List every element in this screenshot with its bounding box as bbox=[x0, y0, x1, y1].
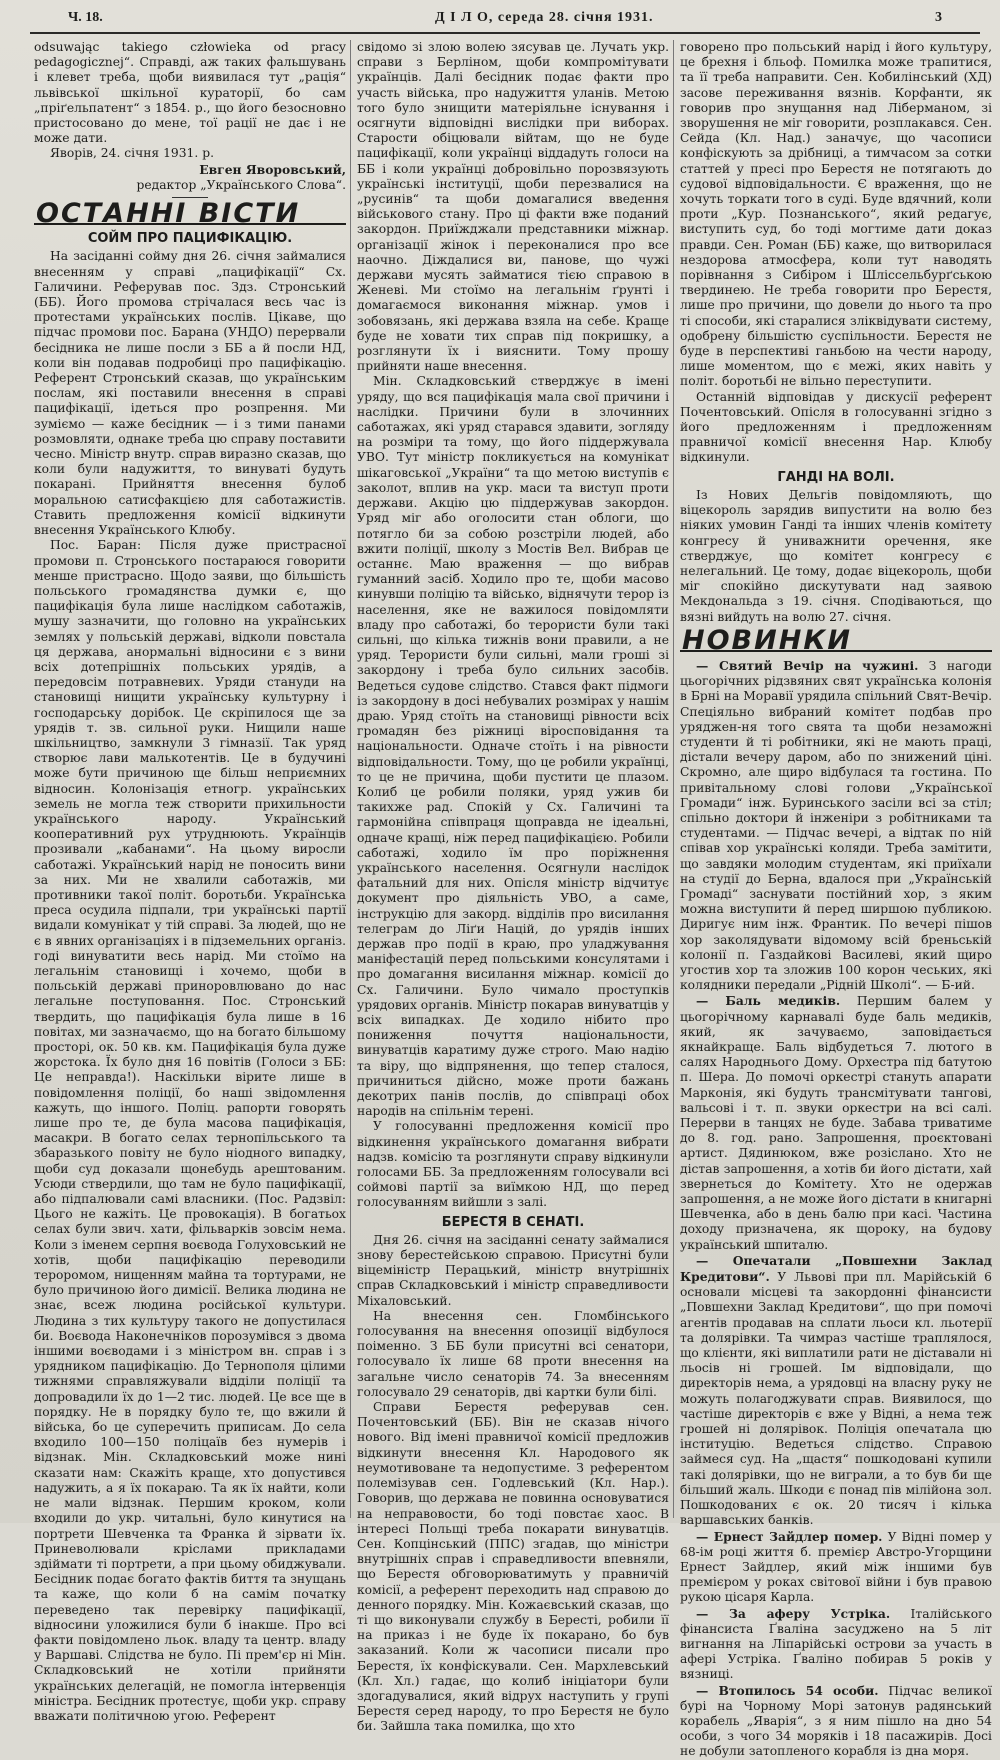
article-paragraph: Пос. Баран: Після дуже пристрасної промови п. Стронського постараюся говорити менше пристрасно. Щодо заяви, що більшість польського громадянства думки є, що пацифікація була лише наслідком саботажів, мушу зазначити, що головно на українських землях у польській державі, відколи повстала ця держава, анормальні відносини є з вини всіх дотепрішніх польських урядів, а передовсім потравневих. Уряди стануди на становищі нищити українську культурну і господарську дорібок. Це скріпилося ще за урядів т. зв. сильної руки. Нищили наше шкільництво, замкнули 3 гімназії. Так уряд створює лави малькотентів. Це в будучині може бути причиною ще більш неприємних відносин. Колонізація етногр. українських земель не могла теж створити прихильности українського народу. Український кооперативний рух утруднюють. Українців прозивали „кабанами“. На цьому виросли саботажі. Український нарід не поносить вини за них. Ми не хвалили саботажів, ми противники такої політ. боротьби. Українська преса осудила підпали, три українські партії видали комунікат у тій справі. За людей, що не є в явних організаціях і в підземельних організ. годі винуватити весь нарід. Ми стоїмо на легальнім становищі і хочемо, щоби в польській державі приноровлювано до нас легальне поступовання. Пос. Стронський твердить, що пацифікація була лише в 16 повітах, ми зазначаємо, що на богато більшому просторі, ок. 50 кв. км. Пацифікація була дуже жорстока. Їх було дня 16 повітів (Голоси з ББ: Це неправда!). Наскільки вірите лише в повідомлення поліції, бо наші звідомлення кажуть, що іншого. Поліц. рапорти говорять лише про те, де була масова пацифікація, масакри. В богато селах тернопільського та збаразького повіту не було ніодного випадку, щоби суд доказали щонебудь арештованим. Усюди ствердили, що там не було пацифікації, або підпалювали самі власники. (Пос. Радзвіл: Цього не кажіть. Це провокація). В богатьох селах були звич. хати, фільварків зовсім нема. Коли з іменем серпня воєвода Голуховський не хотів, щоби пацифікацію переводили тероромом, нищенням майна та тортурами, не було причиною його димісії. Велика людина не знає, всеж людина російської культури. Людина з тих культуру такого не допустилася би. Воєвода Наконечніков порозумівся з двома іншими воєводами і з міністром вн. справ і з урядником пацифікацію. До Тернополя цілими тижнями справляжували відділи поліції та допровадили їх до 1—2 тис. людей. Це все ще в порядку. Не в порядку було те, що вжили й війська, бо це суперечить приписам. До села входило 100—150 поліцаїв без нумерів і відзнак. Мін. Складковський може нині сказати нам: Скажіть краще, хто допустився надужить, а я їх покараю. Та як їх найти, коли не мали відзнак. Першим кроком, коли входили до укр. читальні, було кинутися на портрети Шевченка та Франка й зірвати їх. Приневолювали кріслами прикладами здіймати ті портрети, а при цьому обиджували. Бесідник подає богато фактів биття та знущань та каже, що коли б на самім початку переведено так перевірку пацифікації, відносини уложилися були б інакше. Про всі факти повідомлено льок. владу та центр. владу у Варшаві. Слідства не було. Пі прем'єр ні Мін. Складковський не хотіли прийняти українських делегацій, не помогла інтервенція міністра. Бесідник протестує, щоби укр. справу вважати політичною угою. Референт bbox=[34, 538, 346, 1723]
news-headline: — Баль медиків. bbox=[696, 993, 841, 1009]
issue-number: Ч. 18. bbox=[68, 10, 103, 25]
signoff-place: Яворів, 24. січня 1931. р. bbox=[50, 146, 214, 161]
news-item: — За аферу Устріка. Італійського фінансиста Ґваліна засуджено на 5 літ вигнання на Ліпарійські острови за участь в афері Устріка. Ґваліно побирав 5 років у вязниці. bbox=[680, 1605, 992, 1682]
column-3 bbox=[680, 40, 993, 1759]
page-number: 3 bbox=[935, 10, 942, 25]
news-item: — Баль медиків. Першим балем у цьогорічному карнавалі буде баль медиків, який, як зачуваємо, заповідається якнайкраще. Баль відбудеться 7. лютого в салях Народнього Дому. Орхестра під батутою п. Шера. До помочі оркестрі стануть апарати Марконія, які будуть трансмітувати тангові, вальсові і т. п. звуки оркестри на всі салі. Перерви в танцях не буде. Забава триватиме до 8. год. рано. Запрошення, проєктовані артист. Дядинюком, вже розіслано. Хто не дістав запрошення, а хотів би його дістати, хай звернеться до Комітету. Хто не одержав запрошення, а не може його дістати в книгарні Шевченка, або в день балю при касі. Частина доходу призначена, як щороку, на будову український шпиталю. bbox=[680, 993, 992, 1252]
article-paragraph: Справи Берестя реферував сен. Почентовський (ББ). Він не сказав нічого нового. Від імені правничої комісії предложив відкинути внесення Кл. Народового як неумотивоване та недопустиме. З референтом полемізував сен. Годлевський (Кл. Нар.). Говорив, що держава не повинна основуватися на неправовости, бо тоді повстає хаос. В інтересі Польщі треба покарати винуватців. Сен. Копцінський (ППС) згадав, що міністри внутрішніх справ і справедливости впевняли, що Берестя обговорюватимуть у правничій комісії, а референт переходить над справою до денного порядку. Мін. Кожаєвський сказав, що ті що виконували службу в Бересті, робили її на приказ і не буде їх покарано, бо був заказаний. Коли ж часописи писали про Берестя, їх конфіскували. Сен. Мархлевський (Кл. Хл.) гадає, що колиб ініціатори були здогадувалися, який відрух наступить у групі Берестя серед народу, то про Берестя не було би. Зайшла така помилка, що хто bbox=[357, 1400, 669, 1734]
section-title-latest-news: ОСТАННІ ВІСТИ bbox=[34, 202, 346, 225]
article-paragraph: говорено про польський нарід і його культуру, це брехня і бльоф. Помилка може трапитися, та її треба направити. Сен. Кобилінський (ХД) засове переживання вязнів. Корфанти, як говорив про знущання над Ліберманом, зі зворушення не міг говорити, розплакався. Сен. Сейда (Кл. Над.) заначує, що часописи конфіскують за дрібниці, а тимчасом за сотки статтей у пресі про Берестя не потягають до судової відповідальности. Є враження, що не хочуть торкати того в суді. Буде вдячний, коли проти „Кур. Познанського“, який редагує, виступить суд, бо тоді могтиме дати доказ правди. Сен. Роман (ББ) каже, що витворилася нездорова атмосфера, коли тут наводять порівнання з Сибіром і Шліссельбурґською твердинею. Не треба говорити про Берестя, лише про причини, що довели до нього та про ті способи, які старалися зліквідувати систему, одобрену більшістю суспільности. Берестя не буде в перспективі ганьбою на чести народу, лише моментом, що є межі, яких навіть у політ. боротьбі не вільно переступити. bbox=[680, 40, 992, 389]
column-divider bbox=[350, 40, 351, 1518]
news-headline: — Опечатали „Повшехни Заклад Кредитови“. bbox=[680, 1252, 992, 1285]
news-headline: — Втопилось 54 особи. bbox=[696, 1682, 879, 1698]
article-paragraph: Мін. Складковський стверджує в імені уряду, що вся пацифікація мала свої причини і наслідки. Причини були в злочинних саботажах, які уряд старався здавити, зогляду на розміри та тому, що його піддержувала УВО. Тут міністр покликується на комунікат шікаговської „України“ та що метою виступів є заколот, вплив на укр. маси та виступ проти держави. Акцію цю піддержував закордон. Уряд міг або оголосити стан облоги, що потягло би за собою розстріли людей, або вжити поліції, школу з Мостів Вел. Вибрав це останнє. Маю враження — що вибрав гуманний засіб. Ходило про те, щоби масово кинувши поліцію та військо, віднячути терор із населення, яке не важилося повідомляти владу про саботажі, бо терористи були такі сильні, що кілька тижнів вони правили, а не уряд. Терористи були сильні, мали гроші зі закордону і треба було сильних засобів. Ведеться судове слідство. Стався факт підмоги із закордону в досі небувалих розмірах у нашім драю. Уряд стоїть на становищі рівности всіх громадян без ріжниці віросповідання та національности. Одначе стоїть і на рівности відповідальности. Тому, що це робили українці, то це не причина, щоби пустити це плазом. Колиб це робили поляки, уряд ужив би такихже рад. Спокій у Сх. Галичині та гармонійна співпраця щоправда не ідеальні, одначе кращі, ніж перед пацифікацією. Робили саботажі, ходило їм про поріжнення українського населення. Осягнули наслідок фатальний для них. Опісля міністр відчитує документ про діяльність УВО, а саме, інструкцію для закорд. відділів про висилання телеграм до Ліґи Націй, до урядів інших держав про події в краю, про уладжування маніфестацій перед польськими консулятами і про домагання висилання міжнар. комісії до Сх. Галичини. Було чимало проступків урядових органів. Міністр покарав винуватців у всіх випадках. Де ходило нібито про пониження почуття національности, винуватців каратиму дуже строго. Маю надію та віру, що відпрянення, що тепер сталося, причиниться дійсно, може проти бажань декотрих панів послів, до співпраці обох народів на спільнім терені. bbox=[357, 374, 670, 1119]
column-divider bbox=[673, 40, 674, 1518]
article-paragraph: Останній відповідав у дискусії референт Почентовський. Опісля в голосуванні згідно з його предложенням і предложенням правничої комісії внесення Нар. Клюбу відкинули. bbox=[680, 389, 992, 465]
masthead: Д І Л О, середа 28. січня 1931. bbox=[435, 10, 654, 25]
signoff-name: Евген Яворовський, bbox=[199, 161, 346, 177]
article-title: ГАНДІ НА ВОЛІ. bbox=[777, 469, 895, 485]
article-paragraph: На внесення сен. Гломбінського голосування на внесення опозиції відбулося поіменно. З ББ були присутні всі сенатори, голосувало їх лише 68 проти внесення на загальне число сенаторів 74. За внесенням голосувало 29 сенаторів, дві картки були білі. bbox=[357, 1308, 669, 1399]
article-paragraph: У голосуванні предложення комісії про відкинення українського домагання вибрати надзв. комісію та розглянути справу відкинули голосами ББ. За предложенням голосували всі соймові партії за виїмкою НД, що перед голосуванням вийшли з залі. bbox=[357, 1119, 669, 1210]
column-1 bbox=[34, 40, 346, 1723]
news-item: — Ернест Зайдлер помер. У Відні помер у 68-ім році життя б. премієр Австро-Угорщини Ернест Зайдлер, який між іншими був премієром у роках світової війни і був правою рукою цісаря Карла. bbox=[680, 1528, 992, 1605]
article-title: СОЙМ ПРО ПАЦИФІКАЦІЮ. bbox=[87, 231, 293, 247]
news-item: — Втопилось 54 особи. Підчас великої бурі на Чорному Морі затонув радянський корабель „Яварія“, з я ним пішло на дно 54 особи, з чого 34 моряків і 18 пасажирів. Досі не добули затопленого корабля із дна моря. bbox=[680, 1682, 992, 1759]
page-header bbox=[30, 10, 980, 34]
news-headline: — Святий Вечір на чужині. bbox=[696, 657, 919, 673]
signoff-title: редактор „Українського Слова“. bbox=[136, 177, 346, 192]
section-title-novelties: НОВИНКИ bbox=[680, 629, 992, 652]
news-item: — Опечатали „Повшехни Заклад Кредитови“. У Львові при пл. Марійській 6 основали місцеві та закордонні фінансисти „Повшехни Заклад Кредитови“, що при помочі агентів продавав на сплати льоси кл. льотерії та долярівки. Та чимраз частіше траплялося, що клієнти, які виплатили рати не діставали ні льосів ні грошей. Ім відповідали, що директорів нема, а урядовці на власну руку не можуть полагоджувати справ. Виявилося, що частіше директорів є вже у Відні, а нема теж грошей ні долярівок. Поліція опечатала цю інституцію. Ведеться слідство. Справою займеся суд. На „щастя“ пошкодовані купили такі долярівки, що не виграли, а то був би ще більший жаль. Шкоди є понад пів мілійона зол. Пошкодованих є ок. 20 тисяч і кілька варшавських банків. bbox=[680, 1252, 992, 1528]
intro-paragraph: odsuwając takiego człowieka od pracy pedagogicznej“. Справді, аж таких фальшувань і клевет треба, щоби виявилася тут „рація“ львівської шкільної кураторії, бо сам „пріґельпатент“ з 1854. р., що його безосновно пристосовано до мене, тої рації не дає і не може дати. bbox=[34, 40, 346, 146]
article-paragraph: Із Нових Дельгів повідомляють, що віцекороль зарядив випустити на волю без ніяких умовин Ганді та інших членів комітету конгресу й униважнити оречення, яке стверджує, що комітет конгресу є нелегальний. Це тому, додає віцекороль, щоби міг спокійно дискутувати над заявою Мекдональда з 19. січня. Сподіваються, що вязні вийдуть на волю 27. січня. bbox=[680, 487, 992, 624]
news-headline: — Ернест Зайдлер помер. bbox=[696, 1528, 883, 1544]
column-2 bbox=[357, 40, 670, 1734]
article-paragraph: На засіданні сойму дня 26. січня займалися внесенням у справі „пацифікації“ Сх. Галичини. Реферував пос. Здз. Стронський (ББ). Його промова стрічалася весь час із протестами українських послів. Цікаве, що підчас промови пос. Барана (УНДО) перервали бесідника не лише посли з ББ а й посли НД, коли він подавав подробиці про пацифікацію. Референт Стронський сказав, що українським послам, які поставили внесення в справі пацифікації, ідеться про розпрення. Ми зуміємо — каже бесідник — і з тими панами розмовляти, однаке треба цю справу поставити чесно. Міністр внутр. справ виразно сказав, що коли були надужиття, то винуваті будуть покарані. Прийняття внесення булоб моральною сатисфакцією для саботажистів. Ставить предложення комісії відкинути внесення Українського Клюбу. bbox=[34, 249, 346, 538]
article-title: БЕРЕСТЯ В СЕНАТІ. bbox=[441, 1214, 585, 1230]
news-headline: — За аферу Устріка. bbox=[696, 1605, 891, 1621]
article-paragraph: Дня 26. січня на засіданні сенату займалися знову берестейською справою. Присутні були віцеміністр Перацький, міністр внутрішніх справ Складковський і міністр справедливости Міхаловський. bbox=[357, 1232, 669, 1308]
news-item: — Святий Вечір на чужині. З нагоди цьогорічних рідзвяних свят українська колонія в Брні на Моравії урядила спільний Свят-Вечір. Спеціяльно вибраний комітет подбав про уряджен-ня того свята та щоби незаможні студенти й ті робітники, які не мають праці, дістали вечеру даром, або по знижений ціні. Скромно, але щиро відбулася та гостина. По привітальному слові голови „Української Громади“ інж. Буринського засіли всі за стіл; спільно доктори й інженіри з робітниками та студентами. — Підчас вечері, а відтак по ній співав хор українські коляди. Треба замітити, що завдяки молодим студентам, які приїхали на студії до Берна, вдалося при „Українській Громаді“ заснувати постійний хор, з яким можна виступити й перед ширшою публикою. Диригує ним інж. Франтик. По вечері пішов хор заколядувати відомому всій бреньській колонії п. Газдайкові Василеві, який щиро угостив хор та зложив 100 корон чеських, які колядники передали „Рідній Школі“. — Б-ий. bbox=[680, 657, 993, 993]
article-paragraph: свідомо зі злою волею зясував це. Лучать укр. справи з Берліном, щоби компромітувати українців. Далі бесідник подає факти про участь війська, про надужиття уланів. Метою того було знищити матеріяльне існування і осягнути відповідні вислідки при виборах. Старости обіцювали війтам, що не буде пацифікації, коли українці віддадуть голоси на ББ і коли українці добровільно порозвязують українські інституції, щоби перезвалися на „русинів“ та щоби домагалися введення військового стану. Про ці факти вже поданий закордон. Приїжджали представники міжнар. організації жінок і переконалися про все наочно. Діждалися ви, панове, що чужі держави мусять займатися тією справою в Женеві. Ми стоїмо на легальнім ґрунті і домагаємося виконання міжнар. умов і зобовязань, які держава взяла на себе. Краще буде не ховати тих справ під покришку, а розглянути їх і вияснити. Тому прошу прийняти наше внесення. bbox=[357, 40, 669, 374]
